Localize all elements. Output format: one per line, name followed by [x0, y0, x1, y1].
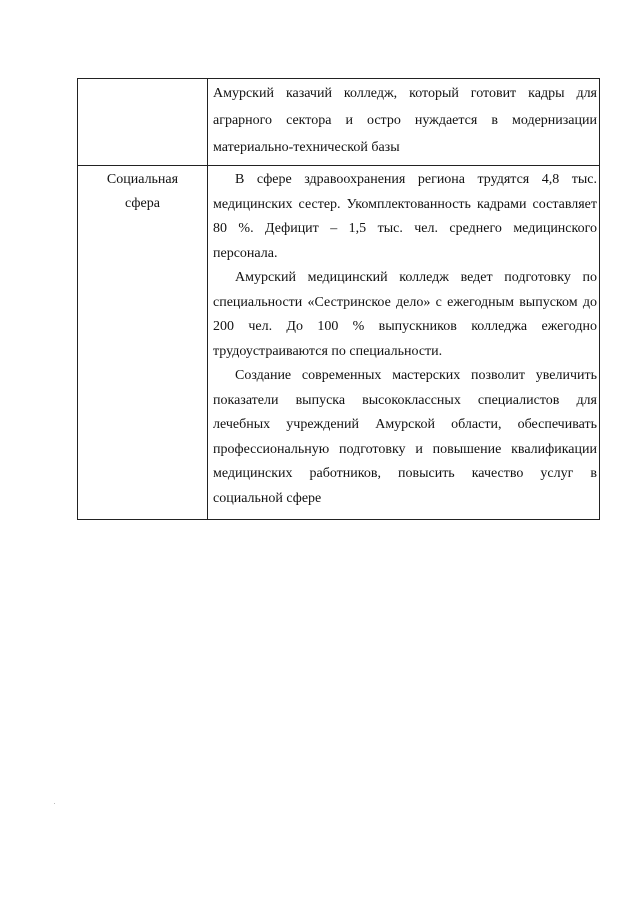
scan-speck: [54, 803, 55, 804]
row2-label-line1: Социальная: [106, 172, 179, 187]
table-row: [78, 79, 600, 166]
row2-text-cell: [208, 166, 600, 520]
row1-paragraph-1: Амурский казачий колледж, который готовит кадры для аграрного сектора и остро нуждается в модернизации материально-технической базы: [213, 86, 597, 155]
row2-label-cell: [78, 166, 208, 520]
row2-label-line2: сфера: [125, 196, 160, 211]
row1-label: [78, 79, 207, 81]
row1-label-cell: [78, 79, 208, 166]
row1-text-cell: [208, 79, 600, 166]
row2-paragraph-2: Амурский медицинский колледж ведет подготовку по специальности «Сестринское дело» с ежегодным выпуском до 200 чел. До 100 % выпускников колледжа ежегодно трудоустраиваются по специальности.: [213, 270, 597, 359]
table-row: [78, 166, 600, 520]
row2-paragraph-1: В сфере здравоохранения региона трудятся 4,8 тыс. медицинских сестер. Укомплектованность кадрами составляет 80 %. Дефицит – 1,5 тыс. чел. среднего медицинского персонала.: [213, 172, 597, 261]
row2-paragraph-3: Создание современных мастерских позволит увеличить показатели выпуска высококлассных специалистов для лечебных учреждений Амурской области, обеспечивать профессиональную подготовку и повышение квалификации медицинских работников, повысить качество услуг в социальной сфере: [213, 368, 597, 506]
document-table: [77, 78, 600, 520]
